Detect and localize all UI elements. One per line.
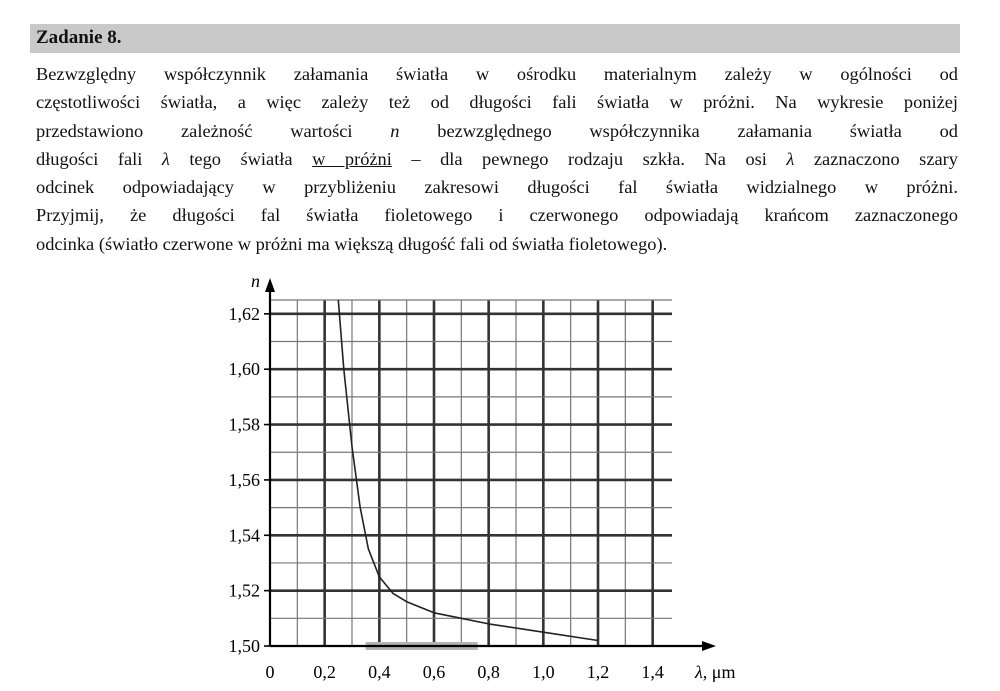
text-span: długości fali bbox=[36, 148, 162, 169]
x-tick-label: 1,2 bbox=[586, 662, 610, 682]
x-tick-label: 0 bbox=[265, 662, 275, 682]
text-span: odcinka (światło czerwone w próżni ma większą długość fali od światła fioletowego). bbox=[36, 233, 668, 254]
text-span: tego światła bbox=[169, 148, 313, 169]
chart-labels bbox=[229, 271, 736, 682]
text-span: zaznaczono szary bbox=[794, 148, 958, 169]
chart-grid bbox=[270, 300, 672, 646]
x-axis-label: λ, μm bbox=[695, 662, 736, 682]
text-span: częstotliwości światła, a więc zależy też od długości fali światła w próżni. Na wykresie poniżej bbox=[36, 92, 958, 113]
y-axis-arrow bbox=[265, 278, 275, 292]
text-span: Bezwzględny współczynnik załamania światła w ośrodku materialnym zależy w ogólności od bbox=[36, 64, 958, 84]
y-tick-label: 1,60 bbox=[228, 359, 260, 380]
symbol-lambda: λ bbox=[161, 148, 170, 169]
text-span: odcinek odpowiadający w przybliżeniu zakresowi długości fal światła widzialnego w próżni. bbox=[36, 177, 958, 198]
x-tick-label: 0,6 bbox=[422, 662, 446, 682]
chart-axes bbox=[264, 278, 716, 651]
underlined-text: w próżni bbox=[312, 148, 392, 169]
x-tick-label: 0,8 bbox=[477, 662, 500, 682]
x-tick-label: 1,0 bbox=[532, 662, 555, 682]
y-tick-label: 1,54 bbox=[228, 525, 260, 546]
text-span: – dla pewnego rodzaju szkła. Na osi bbox=[391, 148, 787, 169]
symbol-lambda: λ bbox=[786, 148, 795, 169]
y-tick-label: 1,62 bbox=[228, 303, 260, 324]
y-tick-label: 1,52 bbox=[228, 580, 260, 601]
x-axis-arrow bbox=[702, 641, 716, 651]
task-title: Zadanie 8. bbox=[36, 27, 122, 48]
x-tick-label: 1,4 bbox=[641, 662, 664, 682]
y-tick-label: 1,58 bbox=[228, 414, 260, 435]
x-tick-label: 0,4 bbox=[368, 662, 391, 682]
x-tick-label: 0,2 bbox=[313, 662, 336, 682]
text-span: przedstawiono zależność wartości bbox=[36, 120, 391, 141]
text-span: Przyjmij, że długości fal światła fioletowego i czerwonego odpowiadają krańcom zaznaczonego bbox=[36, 205, 958, 226]
text-span: bezwzględnego współczynnika załamania światła od bbox=[399, 120, 958, 141]
y-axis-label: n bbox=[251, 271, 260, 291]
y-tick-label: 1,50 bbox=[228, 636, 260, 656]
symbol-n: n bbox=[390, 120, 400, 141]
y-tick-label: 1,56 bbox=[228, 469, 260, 490]
